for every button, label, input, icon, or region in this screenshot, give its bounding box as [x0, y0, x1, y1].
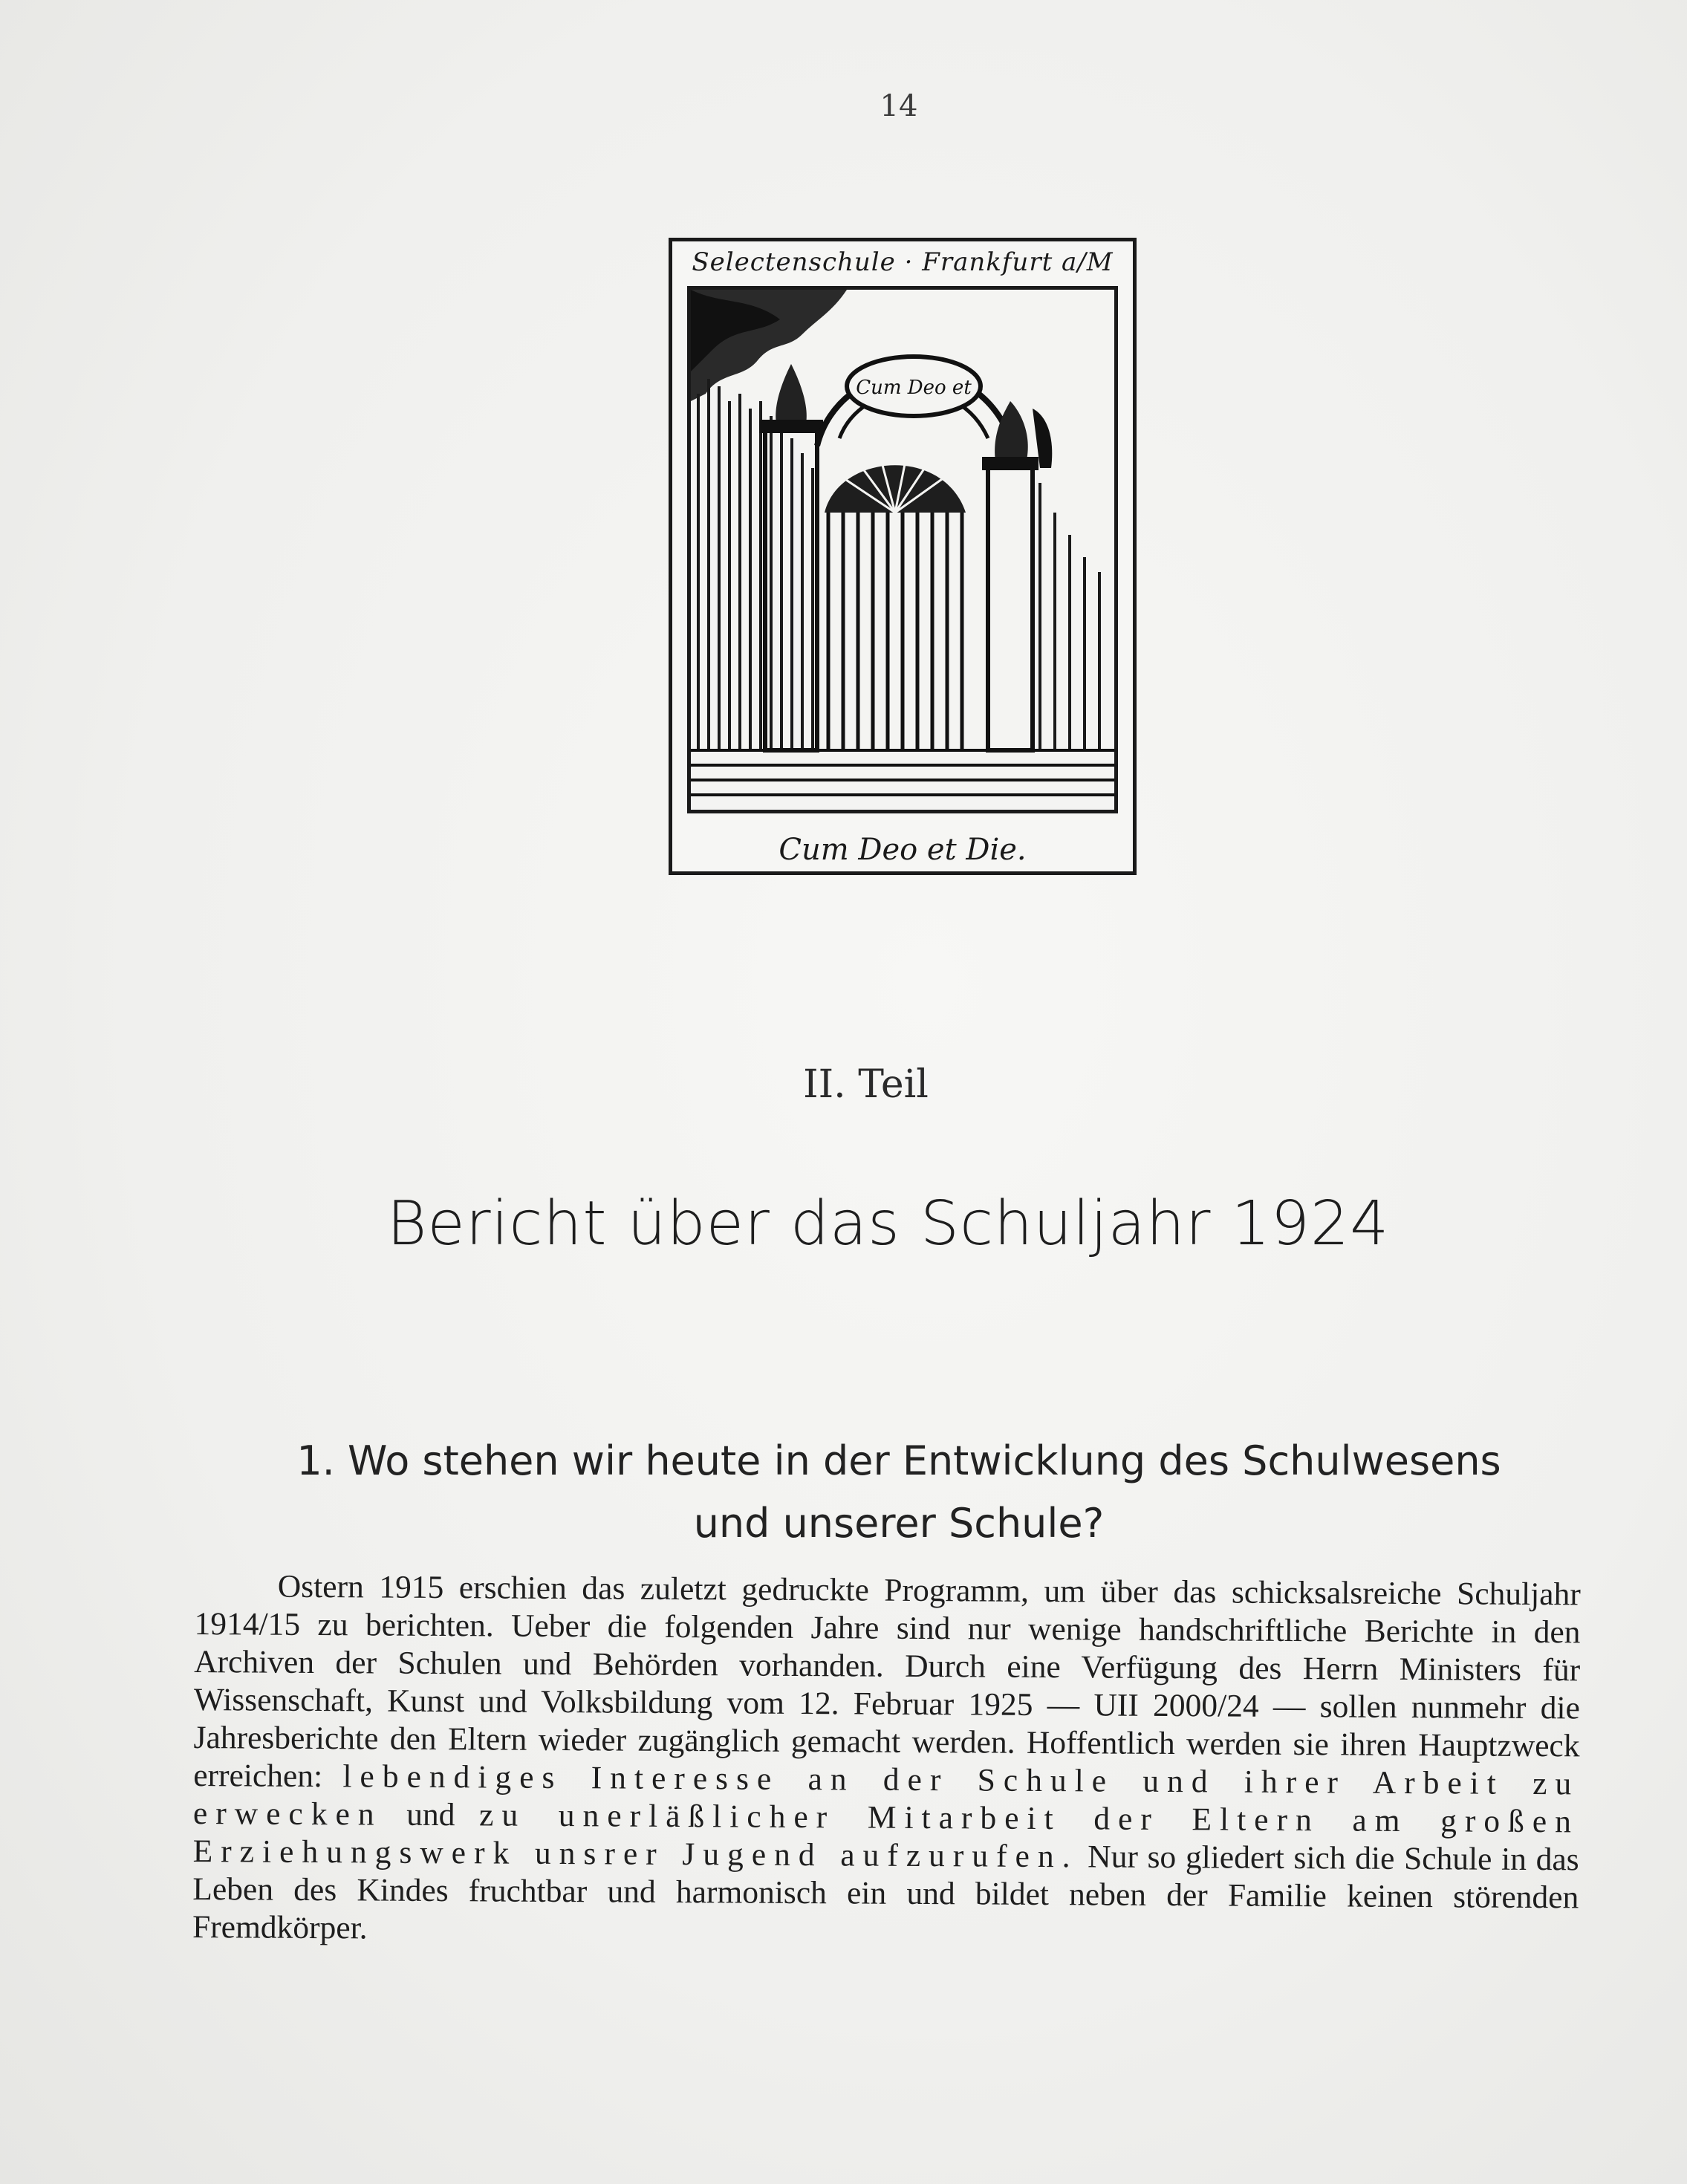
exlibris-top-inscription: Selectenschule · Frankfurt a/M	[692, 247, 1114, 277]
body-emphasis-1: lebendiges Interesse an der Schule und ihrer Arbeit zu erwecken	[192, 1758, 1580, 1833]
page-number: 14	[880, 89, 918, 123]
body-text-part-1: Ostern 1915 erschien das zuletzt gedruckte Programm, um über das schicksalsreiche Schuljahr 1914/15 zu berichten. Ueber die folgenden Jahre sind nur wenige handschriftliche Berichte in den Archiven der Schulen und Behörden vorhanden. Durch eine Verfügung des Herrn Ministers für Wissenschaft, Kunst und Volksbildung vom 12. Februar 1925 — UII 2000/24 — sollen nunmehr die Jahresberichte den Eltern wieder zugänglich gemacht werden. Hoffentlich werden sie ihren Hauptzweck erreichen:	[193, 1568, 1581, 1795]
section-heading-line-1: 1. Wo stehen wir heute in der Entwicklung des Schulwesens	[296, 1437, 1501, 1484]
gate-banner-text: Cum Deo et	[856, 377, 972, 399]
body-conjunction: und	[406, 1796, 455, 1833]
gate-illustration	[687, 286, 1118, 813]
section-heading	[223, 1430, 1575, 1555]
section-heading-line-2: und unserer Schule?	[693, 1500, 1105, 1547]
body-text-part-2: Nur so gliedert sich die Schule in das Leben des Kindes fruchtbar und harmonisch ein und bildet neben der Familie keinen störenden Fremdkörper.	[192, 1839, 1579, 1946]
body-paragraph	[192, 1567, 1581, 1954]
exlibris-motto: Cum Deo et Die.	[779, 833, 1027, 867]
exlibris-woodcut	[669, 238, 1137, 875]
body-emphasis-2: zu unerläßlicher Mitarbeit der Eltern am großen Erziehungswerk unsrer Jugend aufzurufen.	[192, 1797, 1580, 1875]
section-label: II. Teil	[803, 1062, 929, 1107]
page-title: Bericht über das Schuljahr 1924	[386, 1189, 1390, 1259]
gate-woodcut-svg	[691, 290, 1114, 810]
